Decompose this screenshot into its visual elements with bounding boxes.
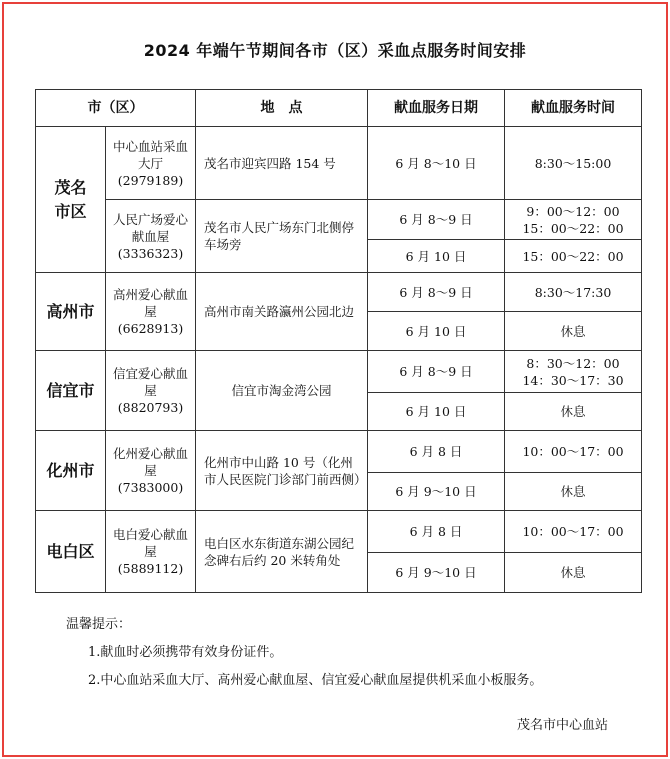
date-cell: 6 月 8～10 日 [368, 127, 505, 200]
site-cell [106, 273, 196, 351]
site-name: 人民广场爱心献血屋 [112, 211, 188, 244]
site-phone: (3336323) [117, 245, 184, 261]
site-name: 信宜爱心献血屋 [112, 366, 188, 398]
table-row [36, 351, 642, 393]
header-location: 地 点 [196, 90, 368, 127]
site-phone: (6628913) [117, 321, 184, 336]
issuer-signature: 茂名市中心血站 [516, 718, 608, 733]
notes-section [66, 616, 542, 700]
time-line: 8：30～12：00 [526, 355, 620, 371]
time-cell: 休息 [505, 393, 642, 431]
header-city: 市（区） [36, 90, 196, 127]
city-cell: 高州市 [36, 273, 106, 351]
note-item: 1.献血时必须携带有效身份证件。 [88, 645, 283, 660]
site-phone: (8820793) [117, 400, 184, 415]
date-cell: 6 月 8～9 日 [368, 351, 505, 393]
time-cell: 8:30～17:30 [505, 273, 642, 312]
site-phone: (7383000) [117, 480, 184, 495]
date-cell: 6 月 10 日 [368, 312, 505, 351]
date-cell: 6 月 9～10 日 [368, 553, 505, 593]
address-cell: 电白区水东街道东湖公园纪念碑右后约 20 米转角处 [196, 511, 368, 593]
date-cell: 6 月 10 日 [368, 393, 505, 431]
table-row [36, 431, 642, 473]
time-cell: 休息 [505, 553, 642, 593]
time-line: 14：30～17：30 [522, 372, 624, 388]
notes-heading: 温馨提示： [66, 617, 132, 632]
site-phone: (2979189) [117, 172, 184, 188]
site-cell [106, 351, 196, 431]
date-cell: 6 月 8 日 [368, 431, 505, 473]
address-cell: 茂名市迎宾四路 154 号 [196, 127, 368, 200]
address-cell: 高州市南关路瀛州公园北边 [196, 273, 368, 351]
city-cell: 电白区 [36, 511, 106, 593]
notice-page [2, 2, 668, 757]
site-cell [106, 200, 196, 273]
time-cell: 15：00～22：00 [505, 240, 642, 273]
header-date: 献血服务日期 [368, 90, 505, 127]
table-row [36, 511, 642, 553]
site-cell [106, 127, 196, 200]
city-name: 茂名市区 [54, 177, 87, 221]
date-cell: 6 月 9～10 日 [368, 473, 505, 511]
date-cell: 6 月 8～9 日 [368, 200, 505, 240]
time-cell: 休息 [505, 473, 642, 511]
header-row [36, 90, 642, 127]
site-name: 中心血站采血大厅 [112, 138, 188, 171]
site-name: 化州爱心献血屋 [112, 446, 188, 478]
address-cell: 信宜市淘金湾公园 [196, 351, 368, 431]
note-item: 2.中心血站采血大厅、高州爱心献血屋、信宜爱心献血屋提供机采血小板服务。 [88, 673, 543, 688]
site-name: 高州爱心献血屋 [112, 287, 188, 319]
date-cell: 6 月 8～9 日 [368, 273, 505, 312]
site-cell [106, 431, 196, 511]
date-cell: 6 月 8 日 [368, 511, 505, 553]
time-cell: 10：00～17：00 [505, 431, 642, 473]
time-cell: 10：00～17：00 [505, 511, 642, 553]
city-cell: 信宜市 [36, 351, 106, 431]
city-cell: 化州市 [36, 431, 106, 511]
table-row [36, 273, 642, 312]
site-cell [106, 511, 196, 593]
header-time: 献血服务时间 [505, 90, 642, 127]
table-row [36, 200, 642, 240]
address-cell: 化州市中山路 10 号（化州市人民医院门诊部门前西侧） [196, 431, 368, 511]
address-cell: 茂名市人民广场东门北侧停车场旁 [196, 200, 368, 273]
time-cell: 休息 [505, 312, 642, 351]
schedule-table [35, 89, 642, 593]
table-row [36, 127, 642, 200]
page-title: 2024 年端午节期间各市（区）采血点服务时间安排 [143, 41, 527, 60]
site-phone: (5889112) [117, 561, 184, 576]
time-cell: 8:30～15:00 [505, 127, 642, 200]
site-name: 电白爱心献血屋 [112, 527, 188, 559]
city-cell [36, 127, 106, 273]
time-cell [505, 351, 642, 393]
time-line: 9：00～12：00 [526, 203, 620, 219]
time-line: 15：00～22：00 [522, 220, 624, 236]
date-cell: 6 月 10 日 [368, 240, 505, 273]
time-cell [505, 200, 642, 240]
